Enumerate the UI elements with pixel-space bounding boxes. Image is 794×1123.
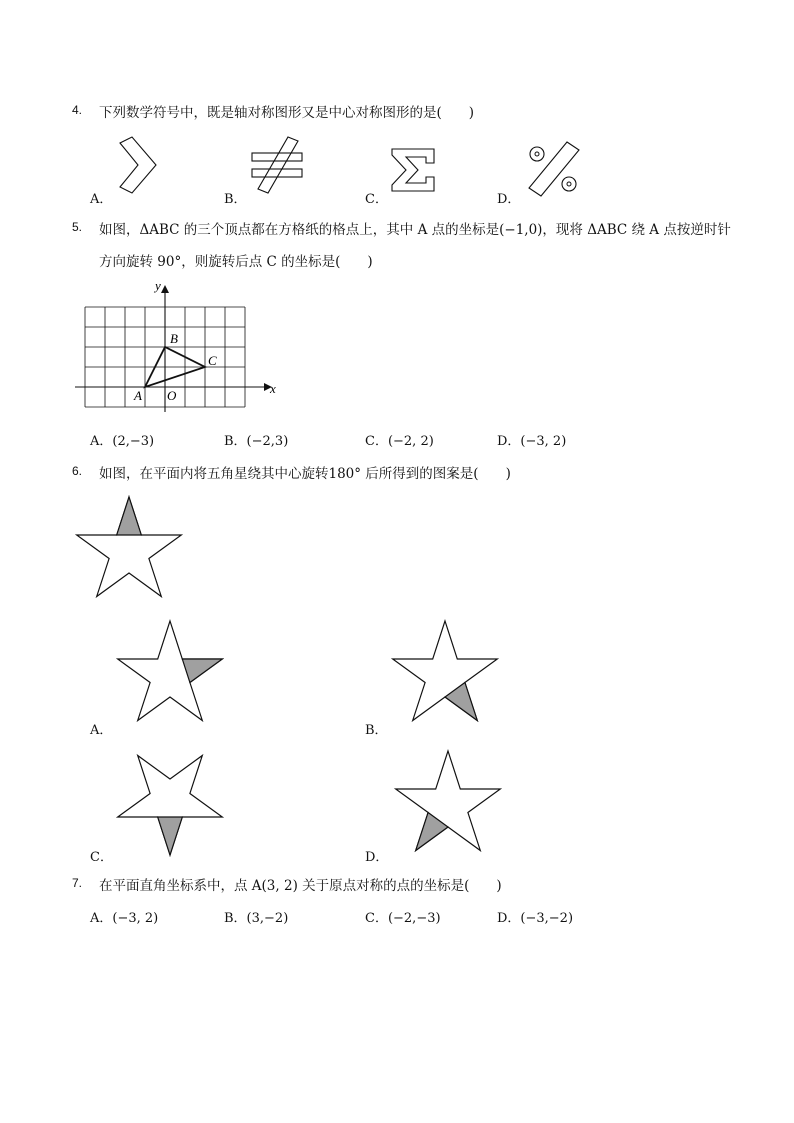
q5-grid-figure	[70, 280, 290, 410]
q4-option-a[interactable]: A．	[90, 192, 113, 207]
q4-option-d[interactable]: D．	[497, 192, 521, 207]
q5-origin-label: O	[167, 388, 177, 403]
q6-option-a-star	[115, 618, 227, 730]
q6-option-c-star	[115, 748, 227, 860]
q6-option-c[interactable]: C．	[90, 850, 113, 865]
q5-option-a[interactable]: A．(2,−3)	[90, 434, 155, 449]
q7-number: 7.	[72, 876, 83, 890]
q6-option-d-star	[393, 748, 505, 860]
q6-option-d[interactable]: D．	[365, 850, 389, 865]
q5-option-b[interactable]: B．(−2,3)	[224, 434, 289, 449]
q5-text-line1: 如图，ΔABC 的三个顶点都在方格纸的格点上，其中 A 点的坐标是(−1,0)，现将 ΔABC 绕 A 点按逆时针	[99, 222, 731, 238]
q5-point-a-label: A	[134, 388, 142, 403]
q6-option-b[interactable]: B．	[365, 723, 388, 738]
q5-x-axis-label: x	[270, 381, 276, 396]
q4-option-d-figure	[523, 140, 585, 200]
q5-option-c[interactable]: C．(−2, 2)	[365, 434, 434, 449]
q7-option-b[interactable]: B．(3,−2)	[224, 911, 289, 926]
q6-original-star	[74, 494, 186, 606]
q4-text: 下列数学符号中，既是轴对称图形又是中心对称图形的是( )	[99, 105, 475, 121]
q6-number: 6.	[72, 464, 83, 478]
q5-point-b-label: B	[170, 331, 178, 346]
q6-text: 如图，在平面内将五角星绕其中心旋转180° 后所得到的图案是( )	[99, 466, 511, 482]
q5-point-c-label: C	[208, 353, 217, 368]
q4-option-b-figure	[248, 135, 308, 197]
q5-text-line2: 方向旋转 90°，则旋转后点 C 的坐标是( )	[99, 254, 373, 270]
q6-option-b-star	[390, 618, 502, 730]
q7-option-d[interactable]: D．(−3,−2)	[497, 911, 574, 926]
q5-y-axis-label: y	[155, 278, 161, 293]
q5-option-d[interactable]: D．(−3, 2)	[497, 434, 567, 449]
q7-option-c[interactable]: C．(−2,−3)	[365, 911, 441, 926]
q7-option-a[interactable]: A．(−3, 2)	[90, 911, 159, 926]
q4-number: 4.	[72, 103, 83, 117]
q4-option-c-figure	[388, 145, 440, 199]
q4-option-b[interactable]: B．	[224, 192, 247, 207]
q7-text: 在平面直角坐标系中，点 A(3, 2) 关于原点对称的点的坐标是( )	[99, 878, 502, 894]
q5-number: 5.	[72, 220, 83, 234]
q6-option-a[interactable]: A．	[90, 723, 113, 738]
q4-option-a-figure	[110, 135, 160, 197]
q4-option-c[interactable]: C．	[365, 192, 388, 207]
